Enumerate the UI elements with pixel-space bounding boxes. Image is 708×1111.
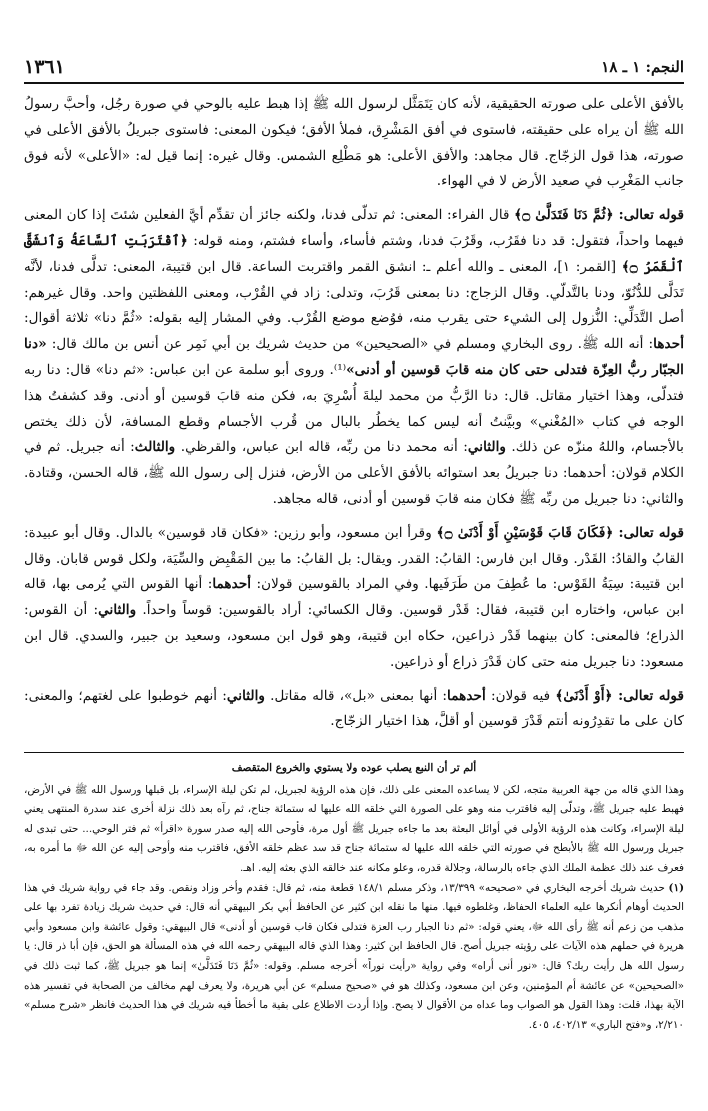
poetry-verse: ألم تر أن النبع يصلب عوده ولا يستوي والخروع المتقصف <box>231 762 477 774</box>
footnote-paragraph: وهذا الذي قاله من جهة العربية متجه، لكن لا يساعده المعنى على ذلك، فإن هذه الرؤية لجبريل، لم تكن ليلة الإسراء، بل قبلها ورسول الله ﷺ في الأرض، فهبط عليه جبريل ﷺ، وتدلّى إليه فاقترب منه وهو على الصورة التي خلقه الله عليها له ستمائة جناح، ثم رآه بعد ذلك نزلة أخرى عند سدرة المنتهى يعني ليلة الإسراء، وكانت هذه الرؤية الأولى في أوائل البعثة بعد ما جاءه جبريل ﷺ أول مرة، فأوحى الله إليه صدر سورة «اقرأ» ثم فتر الوحي... حتى تبدى له جبريل ورسول الله ﷺ بالأبطح في صورته التي خلقه الله عليها له ستمائة جناح قد سد عظم خلقه الأفق، فاقترب منه وأوحى إليه عن الله ﷻ ما أمره به، فعرف عند ذلك عظمة الملك الذي جاءه بالرسالة، وجلالة قدره، وعلو مكانه عند خالقه الذي بعثه إليه. اهـ. <box>24 783 684 874</box>
running-title: النجم: ١ ـ ١٨ <box>601 58 684 76</box>
body-paragraph <box>24 521 684 676</box>
quran-verse: ﴿ٱقْتَرَبَتِ ٱلسَّاعَةُ وَٱنشَقَّ ٱلْقَمَرُ ۝﴾ <box>24 232 684 275</box>
text-run: [القمر: ١]، المعنى ـ والله أعلم ـ: انشق القمر واقتربت الساعة. قال ابن قتيبة، المعنى: تدلَّى فدنا، لأنَّه تَدَلَّى للدُّنُوّ، ودنا بالتَّدلّي. وقال الزجاج: دنا بمعنى قَرُبَ، وتدلى: زاد في القُرْب، ومعنى اللفظتين واحد. وقال غيرهم: أصل التَّدَلِّي: النُّزول إلى الشيء حتى يقرب منه، فوُضع موضع القُرْب. وفي المشار إليه بقوله: «ثُمَّ دنا» ثلاثة أقوال: <box>24 258 684 327</box>
text-run: قال الفراء: المعنى: ثم تدلّى فدنا، ولكنه جائز أن تقدِّم أيَّ الفعلين شئتَ إذا كان المعنى فيهما واحداً، فتقول: قد دنا فقَرُب، وقَرُبَ فدنا، وشتم فأساء، وأساء فشتم، ومنه قوله: <box>24 207 684 249</box>
text-run: ⁽¹⁾. وروى أبو سلمة عن ابن عباس: «ثم دنا» قال: دنا ربه فتدلّى، وهذا اختيار مقاتل. قال: دنا الرَّبُّ من محمد ليلةَ أُسْرِيَ به، فكن منه قابَ قوسين أو أدنى. وقد كشفتُ هذا الوجه في كتاب «المُغْني» وبيَّنتُ أنه ليس كما يخطُر بالبال من قُرب الأجسام وقطع المسافة، لأن ذلك يختص بالأجسام، واللهُ منزّه عن ذلك. <box>24 361 684 456</box>
text-run: : أنه الله ﷺ. روى البخاري ومسلم في «الصحيحين» من حديث شريك بن أبي نَمِر عن أنس بن مالك قال: <box>46 336 654 353</box>
keyword-run: والثاني <box>467 439 506 456</box>
footnote <box>24 879 684 1036</box>
main-text <box>24 92 684 743</box>
page-header <box>24 52 684 84</box>
keyword-run: والثاني <box>98 602 137 619</box>
text-run: : أن القوس: الذراع؛ فالمعنى: كان بينهما قَدْر ذراعين، حكاه ابن قتيبة، وهو قول ابن مسعود، وسعيد بن جبير، والسدي. قال ابن مسعود: دنا جبريل منه حتى كان قَدْرَ ذراع أو ذراعين. <box>24 602 684 670</box>
footnote-separator <box>24 752 684 753</box>
keyword-run: قوله تعالى: <box>613 207 684 224</box>
keyword-run: قوله تعالى: <box>612 687 684 704</box>
keyword-run: «دنا الجبّار ربُّ العِزّة فتدلى حتى كان منه قابَ قوسين أو أدنى» <box>24 336 684 378</box>
text-run: : أنها القوس التي يُرمى بها، قاله ابن عباس، واختاره ابن قتيبة، فقال: قَدْر قوسين. وقال الكسائي: أراد بالقوسين: قوساً واحداً. <box>24 576 684 619</box>
body-paragraph <box>24 92 684 195</box>
text-run: : أنه جبريل. ثم في الكلام قولان: أحدهما: دنا جبريلُ بعد استوائه بالأفق الأعلى من الأرض، فنزل إلى رسول الله ﷺ، قاله الحسن، وقتادة. والثاني: دنا جبريل من ربِّه ﷺ فكان منه قابَ قوسين أو أدنى، قاله مجاهد. <box>24 439 684 507</box>
keyword-run: أحدهما <box>212 576 252 593</box>
footnote-list <box>24 879 684 1036</box>
footnote-paragraphs <box>24 781 684 879</box>
text-run: فيه قولان: <box>485 687 556 704</box>
footnotes-section <box>24 752 684 1035</box>
text-run: : أنه محمد دنا من ربِّه، قاله ابن عباس، والقرظي. <box>175 439 468 456</box>
text-run: بالأفق الأعلى على صورته الحقيقية، لأنه كان يَتَمَثَّل لرسول الله ﷺ إذا هبط عليه بالوحي في صورة رجُل، وأحبَّ رسولُ الله ﷺ أن يراه على حقيقته، فاستوى في أفق المَشْرِق، فملأ الأفق؛ فيكون المعنى: فاستوى جبريلُ بالأفق الأعلى في صورته، هذا قول الزجّاج. قال مجاهد: والأفق الأعلى: هو مَطْلِع الشمس. وقال غيره: إنما قيل له: «الأعلى» لأنه فوق جانب المَغْرِب في صعيد الأرض لا في الهواء. <box>24 96 684 190</box>
quran-verse: ﴿ثُمَّ دَنَا فَتَدَلَّىٰ ۝﴾ <box>514 207 614 224</box>
keyword-run: قوله تعالى: <box>613 524 684 541</box>
text-run: : أنها بمعنى «بل»، قاله مقاتل. <box>265 687 448 704</box>
text-run: وقرأ ابن مسعود، وأبو رزين: «فكان قاد قوسين» بالدال. وقال أبو عبيدة: القابُ والقادُ: القَدْر. وقال ابن فارس: القابُ: القدر. ويقال: بل القابُ: ما بين المَقْبِض والسِّيَة، ولكل قوس قابان. وقال ابن قتيبة: سِيَةُ القَوْس: ما عُطِفَ من طَرَفَيها. وفي المراد بالقوسين قولان: <box>24 524 684 593</box>
keyword-run: أحدها <box>653 336 684 353</box>
keyword-run: والثالث <box>134 439 176 456</box>
keyword-run: أحدهما <box>447 687 486 704</box>
body-paragraph <box>24 684 684 736</box>
page-number: ١٣٦١ <box>24 56 65 78</box>
quran-verse: ﴿أَوْ أَدْنَىٰ﴾ <box>555 687 613 704</box>
text-run: : أنهم خوطبوا على لغتهم؛ والمعنى: كان على ما تقدِرُونه أنتم قَدْرَ قوسين أو أقلَّ، هذا اختيار الزجّاج. <box>24 687 684 730</box>
footnote-number: (١) <box>668 881 684 894</box>
footnote-text: حديث شريك أخرجه البخاري في «صحيحه» ١٣/٣٩٩، وذكر مسلم ١٤٨/١ قطعة منه، ثم قال: فقدم وأخر وزاد ونقص. وقد جاء في رواية شريك في هذا الحديث أوهام أنكرها عليه العلماء الحفاظ، وغلطوه فيها. منها ما نقله ابن كثير عن الحافظ أبي بكر البيهقي أنه قال: في حديث شريك زيادة تفرد بها على مذهب من زعم أنه ﷺ رأى الله ﷻ، يعني قوله: «ثم دنا الجبار رب العزة فتدلى فكان قاب قوسين أو أدنى» قال البيهقي: وقول عائشة وابن مسعود وأبي هريرة في حملهم هذه الآيات على رؤيته جبريل أصح. قال الحافظ ابن كثير: وهذا الذي قاله البيهقي رحمه الله في هذه المسألة هو الحق، فإن أبا ذر قال: يا رسول الله هل رأيت ربك؟ قال: «نور أنى أراه» وفي رواية «رأيت نوراً» أخرجه مسلم. وقوله: «ثُمَّ دَنَا فَتَدَلَّىٰ» إنما هو جبريل ﷺ، كما ثبت ذلك في «الصحيحين» عن عائشة أم المؤمنين، وعن ابن مسعود، وكذلك هو في «صحيح مسلم» عن أبي هريرة، ولا يعرف لهم مخالف من الصحابة في تفسير هذه الآية بهذا، قلت: وهذا القول هو الصواب وما عداه من الأقوال لا يصح. وإذا أردت الاطلاع على بقية ما أخطأ فيه شريك في هذا الحديث فانظر «شرح مسلم» ٢/٢١٠، و«فتح الباري» ٤٠٢/١٣، ٤٠٥. <box>24 881 684 1031</box>
quran-verse: ﴿فَكَانَ قَابَ قَوْسَيْنِ أَوْ أَدْنَىٰ ۝﴾ <box>436 524 614 541</box>
keyword-run: والثاني <box>226 687 265 704</box>
body-paragraph <box>24 203 684 513</box>
